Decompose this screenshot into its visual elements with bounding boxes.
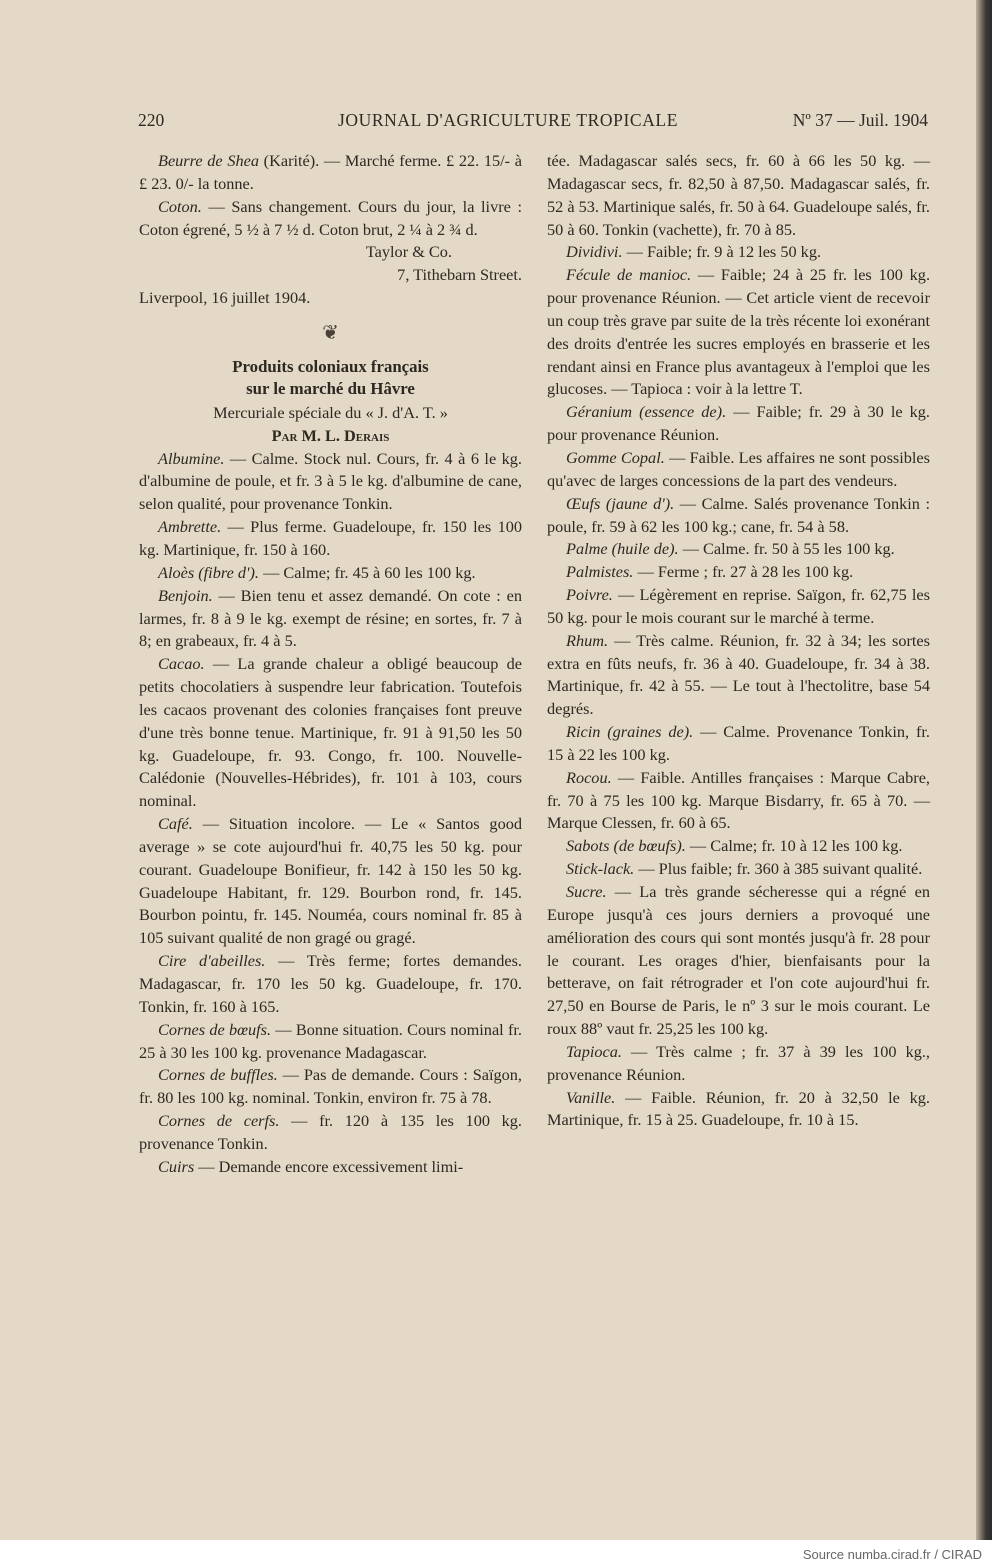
product-name: Sabots (de bœufs). bbox=[566, 836, 686, 856]
market-entry bbox=[547, 447, 930, 493]
product-name: Tapioca. bbox=[566, 1041, 622, 1061]
entry-text: — Calme. fr. 50 à 55 les 100 kg. bbox=[678, 539, 895, 559]
entry-text: — Ferme ; fr. 27 à 28 les 100 kg. bbox=[633, 562, 854, 582]
product-name: Gomme Copal. bbox=[566, 447, 665, 467]
market-entry bbox=[547, 767, 930, 836]
product-name: Cacao. bbox=[158, 654, 205, 674]
product-name: Sucre. bbox=[566, 882, 607, 901]
author-byline: Par M. L. Derais bbox=[271, 425, 390, 445]
market-entry bbox=[547, 264, 930, 401]
product-name: Dividivi. bbox=[566, 242, 623, 262]
running-header bbox=[138, 110, 928, 136]
market-entry bbox=[547, 1041, 930, 1087]
market-entry bbox=[139, 1064, 522, 1110]
section-title-line-1: Produits coloniaux français bbox=[232, 356, 429, 376]
market-entry bbox=[547, 561, 930, 584]
market-entry bbox=[547, 835, 930, 858]
product-name: Ricin (graines de). bbox=[566, 722, 694, 742]
product-name: Cornes de cerfs. bbox=[158, 1111, 280, 1131]
place-date: Liverpool, 16 juillet 1904. bbox=[139, 288, 311, 308]
market-entry bbox=[139, 1019, 522, 1065]
market-entry bbox=[547, 1087, 930, 1133]
market-entry bbox=[547, 584, 930, 630]
product-name: Albumine. bbox=[158, 448, 225, 468]
continuation-paragraph: tée. Madagascar salés secs, fr. 60 à 66 les 50 kg. — Madagascar secs, fr. 82,50 à 87,50. Madagascar salés, fr. 52 à 53. Martinique salés, fr. 50 à 64. Guadeloupe salés, fr. 50 à 60. Tonkin (vachette), fr. 70 à 85. bbox=[547, 151, 930, 239]
ornament-icon: ❦ bbox=[322, 321, 339, 344]
market-entry bbox=[139, 516, 522, 562]
product-name: Cire d'abeilles. bbox=[158, 951, 266, 971]
entry-text: — Bonne situation. Cours nominal fr. 25 à 30 les 100 kg. provenance Madagascar. bbox=[139, 1019, 522, 1062]
source-credit: Source numba.cirad.fr / CIRAD bbox=[802, 1547, 982, 1562]
market-entry bbox=[547, 630, 930, 721]
entry-text: — Calme; fr. 45 à 60 les 100 kg. bbox=[259, 562, 476, 582]
product-name: Aloès (fibre d'). bbox=[158, 562, 259, 582]
product-name: Café. bbox=[158, 814, 193, 834]
market-entry bbox=[547, 721, 930, 767]
entry-text: — Calme. Stock nul. Cours, fr. 4 à 6 le kg. d'albumine de poule, et fr. 3 à 5 le kg. d'albumine de cane, selon qualité, pour provenance Tonkin. bbox=[139, 448, 522, 514]
entry-text: — La grande chaleur a obligé beaucoup de petits chocolatiers à suspendre leur fabrication. Toutefois les cacaos provenant des colonies françaises font preuve d'une très bonne tenue. Martinique, fr. 91 à 91,50 les 50 kg. Guadeloupe, fr. 93. Congo, fr. 100. Nouvelle-Calédonie (Nouvelles-Hébrides), fr. 101 à 103, cours nominal. bbox=[139, 654, 522, 811]
market-entry bbox=[139, 196, 522, 242]
product-name: Palmistes. bbox=[566, 562, 634, 582]
product-name: Rocou. bbox=[566, 767, 612, 787]
entry-text: — Sans changement. Cours du jour, la livre : Coton égrené, 5 ½ à 7 ½ d. Coton brut, 2 ¼ à 2 ¾ d. bbox=[139, 196, 522, 239]
product-name: Ambrette. bbox=[158, 517, 222, 537]
market-entry bbox=[139, 950, 522, 1019]
product-name: Rhum. bbox=[566, 630, 609, 650]
market-entry bbox=[547, 538, 930, 561]
entry-text: — Légèrement en reprise. Saïgon, fr. 62,75 les 50 kg. pour le mois courant sur le marché à terme. bbox=[547, 585, 930, 627]
product-name: Cuirs bbox=[158, 1156, 195, 1176]
signature-address: 7, Tithebarn Street. bbox=[397, 265, 522, 285]
left-column bbox=[139, 150, 522, 1179]
product-name: Poivre. bbox=[566, 585, 613, 605]
entry-text: (Karité). — Marché ferme. £ 22. 15/- à £ 23. 0/- la tonne. bbox=[139, 151, 522, 193]
product-name: Vanille. bbox=[566, 1087, 616, 1107]
signature-company: Taylor & Co. bbox=[365, 242, 452, 262]
entry-text: — Faible. Réunion, fr. 20 à 32,50 le kg. Martinique, fr. 15 à 25. Guadeloupe, fr. 10 à 15. bbox=[547, 1087, 930, 1130]
market-entry bbox=[139, 1110, 522, 1156]
product-name: Fécule de manioc. bbox=[566, 265, 692, 285]
entry-text: — fr. 120 à 135 les 100 kg. provenance Tonkin. bbox=[139, 1111, 522, 1153]
product-name: Géranium (essence de). bbox=[566, 402, 727, 422]
entry-text: — Faible. Antilles françaises : Marque Cabre, fr. 70 à 75 les 100 kg. Marque Bisdarry, fr. 65 à 70. — Marque Clessen, fr. 60 à 65. bbox=[547, 767, 930, 833]
entry-text: — La très grande sécheresse qui a régné en Europe jusqu'à ces jours derniers a provoqué une amélioration des cours qui sont montés jusqu'à fr. 28 pour le courant. Les orages d'hier, bienfaisants pour la betterave, on fait rétrograder et l'on cote aujourd'hui fr. 27,50 en Bourse de Paris, le nº 3 sur le mois courant. Le roux 88º vaut fr. 25,25 les 100 kg. bbox=[547, 882, 930, 1039]
issue-date: Nº 37 — Juil. 1904 bbox=[792, 110, 928, 130]
market-entry bbox=[139, 1156, 522, 1179]
entry-text: — Demande encore excessivement limi- bbox=[194, 1156, 464, 1176]
market-entry bbox=[139, 653, 522, 813]
entry-text: — Faible; fr. 29 à 30 le kg. pour provenance Réunion. bbox=[547, 402, 930, 445]
right-column bbox=[547, 150, 930, 1132]
market-entry bbox=[139, 150, 522, 196]
entry-text: — Plus ferme. Guadeloupe, fr. 150 les 100 kg. Martinique, fr. 150 à 160. bbox=[139, 517, 522, 559]
market-entry bbox=[547, 881, 930, 1041]
market-entry bbox=[547, 241, 930, 264]
entry-text: — Faible; fr. 9 à 12 les 50 kg. bbox=[622, 242, 822, 262]
market-entry bbox=[139, 562, 522, 585]
section-subtitle: Mercuriale spéciale du « J. d'A. T. » bbox=[213, 402, 448, 422]
market-entry bbox=[139, 585, 522, 654]
entry-text: — Très ferme; fortes demandes. Madagascar, fr. 170 les 50 kg. Guadeloupe, fr. 170. Tonkin, fr. 160 à 165. bbox=[139, 951, 523, 1016]
product-name: Cornes de buffles. bbox=[158, 1065, 278, 1085]
entry-text: — Calme. Provenance Tonkin, fr. 15 à 22 les 100 kg. bbox=[547, 722, 931, 764]
entry-text: — Pas de demande. Cours : Saïgon, fr. 80 les 100 kg. nominal. Tonkin, environ fr. 75 à 78. bbox=[139, 1065, 523, 1108]
entry-text: — Situation incolore. — Le « Santos good average » se cote aujourd'hui fr. 40,75 les 50 kg. pour courant. Guadeloupe Bonifieur, fr. 142 à 150 les 50 kg. Guadeloupe Habitant, fr. 129. Bourbon rond, fr. 145. Bourbon pointu, fr. 145. Nouméa, cours nominal fr. 85 à 105 suivant qualité de non gragé ou gragé. bbox=[139, 814, 522, 948]
entry-text: — Calme. Salés provenance Tonkin : poule, fr. 59 à 62 les 100 kg.; cane, fr. 54 à 58. bbox=[547, 493, 931, 536]
product-name: Benjoin. bbox=[158, 585, 213, 605]
entry-text: — Plus faible; fr. 360 à 385 suivant qualité. bbox=[634, 859, 923, 879]
market-entry bbox=[547, 493, 930, 539]
section-title-line-2: sur le marché du Hâvre bbox=[246, 378, 415, 398]
product-name: Coton. bbox=[158, 196, 202, 216]
product-name: Stick-lack. bbox=[566, 859, 635, 879]
product-name: Œufs (jaune d'). bbox=[566, 493, 675, 513]
entry-text: — Bien tenu et assez demandé. On cote : en larmes, fr. 8 à 9 le kg. exempt de résine; en sortes, fr. 7 à 8; en grabeaux, fr. 4 à 5. bbox=[139, 585, 522, 651]
product-name: Beurre de Shea bbox=[158, 151, 259, 170]
entry-text: — Faible; 24 à 25 fr. les 100 kg. pour provenance Réunion. — Cet article vient de recevoir un coup très grave par suite de la très récente loi exonérant des droits d'entrée les sucres employés en brasserie et les rendant ainsi en France plus avantageux à l'emploi que les glucoses. — Tapioca : voir à la lettre T. bbox=[547, 265, 931, 399]
market-entry bbox=[139, 448, 522, 517]
entry-text: — Très calme. Réunion, fr. 32 à 34; les sortes extra en fûts neufs, fr. 36 à 40. Guadeloupe, fr. 34 à 38. Martinique, fr. 42 à 55. — Le tout à l'hectolitre, base 54 degrés. bbox=[547, 630, 930, 719]
market-entry bbox=[139, 813, 522, 950]
product-name: Cornes de bœufs. bbox=[158, 1019, 272, 1039]
market-entry bbox=[547, 858, 930, 881]
page-number: 220 bbox=[138, 110, 165, 130]
journal-title: JOURNAL D'AGRICULTURE TROPICALE bbox=[338, 110, 679, 130]
entry-text: — Très calme ; fr. 37 à 39 les 100 kg., provenance Réunion. bbox=[547, 1041, 930, 1084]
entry-text: — Faible. Les affaires ne sont possibles qu'avec de larges concessions de la part des vendeurs. bbox=[547, 447, 930, 490]
market-entry bbox=[547, 401, 930, 447]
book-binding-edge bbox=[976, 0, 992, 1540]
product-name: Palme (huile de). bbox=[566, 539, 679, 559]
entry-text: — Calme; fr. 10 à 12 les 100 kg. bbox=[685, 836, 903, 856]
